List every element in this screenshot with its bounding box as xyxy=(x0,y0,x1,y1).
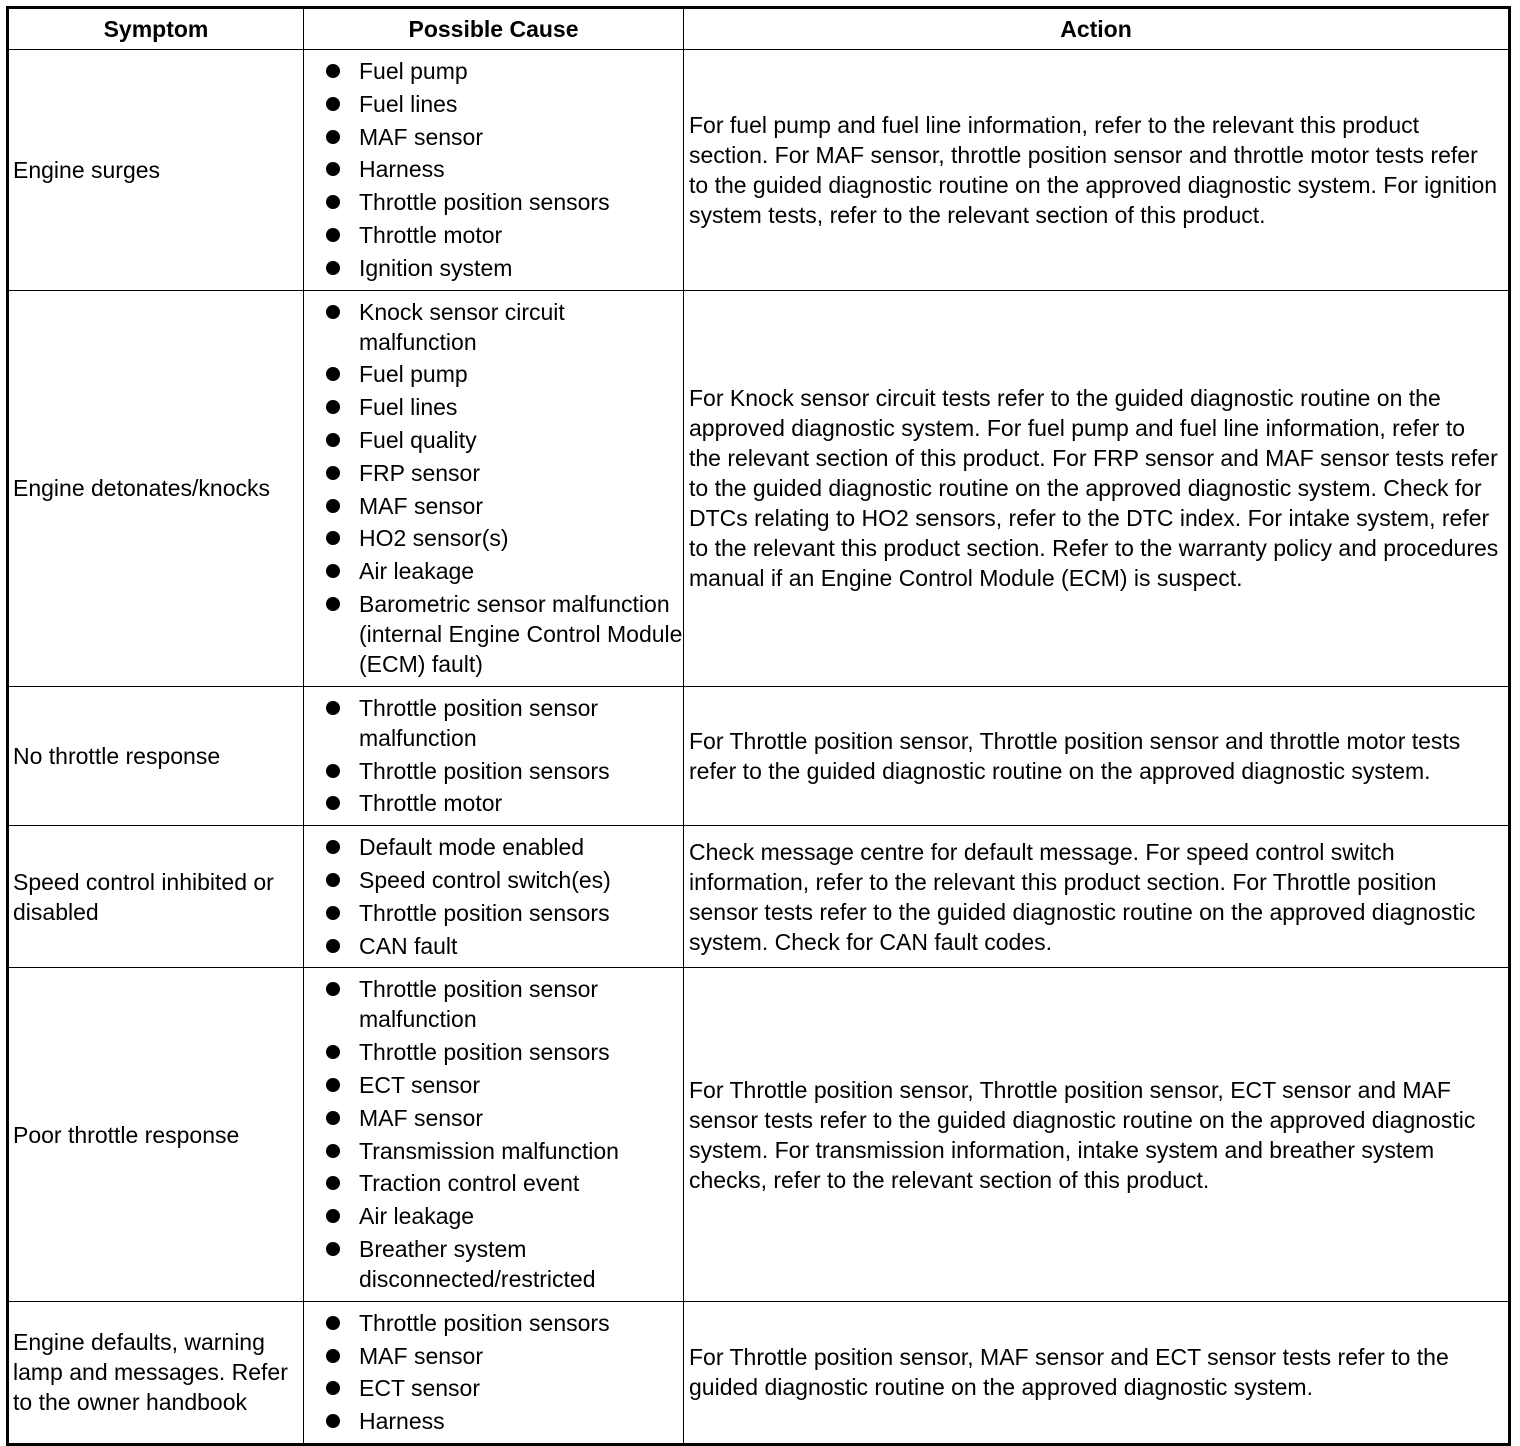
list-item xyxy=(304,1103,683,1133)
list-item xyxy=(304,1308,683,1338)
cause-list xyxy=(304,297,683,679)
bullet-icon xyxy=(326,367,340,381)
list-item xyxy=(304,1341,683,1371)
list-item xyxy=(304,523,683,553)
list-item xyxy=(304,425,683,455)
cause-text: Harness xyxy=(359,1408,445,1435)
possible-cause-cell xyxy=(304,50,684,291)
cause-text: ECT sensor xyxy=(359,1375,481,1402)
cause-text: MAF sensor xyxy=(359,1342,483,1369)
symptom-cell: Engine surges xyxy=(8,50,304,291)
cause-list xyxy=(304,693,683,819)
bullet-icon xyxy=(326,1111,340,1125)
cause-text: Harness xyxy=(359,156,445,183)
list-item xyxy=(304,1406,683,1436)
bullet-icon xyxy=(326,228,340,242)
action-cell: For fuel pump and fuel line information, refer to the relevant this product section. For MAF sensor, throttle position sensor and throttle motor tests refer to the guided diagnostic routine on the approved diagnostic system. For ignition system tests, refer to the relevant section of this product. xyxy=(684,50,1510,291)
table-header-row xyxy=(8,8,1510,50)
list-item xyxy=(304,89,683,119)
bullet-icon xyxy=(326,564,340,578)
list-item xyxy=(304,1234,683,1294)
bullet-icon xyxy=(326,130,340,144)
list-item xyxy=(304,56,683,86)
bullet-icon xyxy=(326,764,340,778)
table-row xyxy=(8,968,1510,1301)
cause-text: Air leakage xyxy=(359,1203,475,1230)
bullet-icon xyxy=(326,1349,340,1363)
bullet-icon xyxy=(326,499,340,513)
list-item xyxy=(304,693,683,753)
action-cell: For Throttle position sensor, Throttle position sensor and throttle motor tests refer to the guided diagnostic routine on the approved diagnostic system. xyxy=(684,686,1510,825)
list-item xyxy=(304,1373,683,1403)
symptom-cell: No throttle response xyxy=(8,686,304,825)
cause-text: Breather system disconnected/restricted xyxy=(359,1235,596,1292)
cause-text: Ignition system xyxy=(359,254,513,281)
symptom-cell: Poor throttle response xyxy=(8,968,304,1301)
bullet-icon xyxy=(326,195,340,209)
list-item xyxy=(304,556,683,586)
cause-text: Transmission malfunction xyxy=(359,1137,619,1164)
action-cell: For Throttle position sensor, MAF sensor and ECT sensor tests refer to the guided diagnostic routine on the approved diagnostic system. xyxy=(684,1301,1510,1444)
list-item xyxy=(304,1070,683,1100)
possible-cause-cell xyxy=(304,290,684,686)
list-item xyxy=(304,756,683,786)
cause-text: Fuel pump xyxy=(359,58,468,84)
possible-cause-cell xyxy=(304,686,684,825)
list-item xyxy=(304,589,683,679)
cause-text: CAN fault xyxy=(359,932,458,959)
bullet-icon xyxy=(326,1144,340,1158)
cause-text: Throttle position sensors xyxy=(359,1309,610,1336)
bullet-icon xyxy=(326,939,340,953)
list-item xyxy=(304,865,683,895)
cause-text: Barometric sensor malfunction (internal Engine Control Module (ECM) fault) xyxy=(359,590,683,677)
list-item xyxy=(304,122,683,152)
bullet-icon xyxy=(326,1381,340,1395)
bullet-icon xyxy=(326,1242,340,1256)
bullet-icon xyxy=(326,261,340,275)
list-item xyxy=(304,253,683,283)
bullet-icon xyxy=(326,701,340,715)
cause-text: HO2 sensor(s) xyxy=(359,525,509,552)
list-item xyxy=(304,154,683,184)
list-item xyxy=(304,297,683,357)
cause-text: Air leakage xyxy=(359,558,475,585)
symptom-header: Symptom xyxy=(8,8,304,50)
bullet-icon xyxy=(326,305,340,319)
bullet-icon xyxy=(326,982,340,996)
cause-text: MAF sensor xyxy=(359,123,483,150)
list-item xyxy=(304,931,683,961)
list-item xyxy=(304,1201,683,1231)
bullet-icon xyxy=(326,531,340,545)
bullet-icon xyxy=(326,1316,340,1330)
bullet-icon xyxy=(326,64,340,78)
cause-text: Knock sensor circuit malfunction xyxy=(359,298,565,355)
list-item xyxy=(304,458,683,488)
list-item xyxy=(304,491,683,521)
list-item xyxy=(304,898,683,928)
cause-text: Throttle motor xyxy=(359,790,503,817)
cause-text: Throttle motor xyxy=(359,221,503,248)
action-cell: For Throttle position sensor, Throttle position sensor, ECT sensor and MAF sensor tests refer to the guided diagnostic routine on the approved diagnostic system. For transmission information, intake system and breather system checks, refer to the relevant section of this product. xyxy=(684,968,1510,1301)
cause-text: MAF sensor xyxy=(359,1104,483,1131)
cause-list xyxy=(304,56,683,283)
list-item xyxy=(304,974,683,1034)
possible-cause-cell xyxy=(304,826,684,968)
cause-text: ECT sensor xyxy=(359,1071,481,1098)
bullet-icon xyxy=(326,597,340,611)
action-cell: Check message centre for default message. For speed control switch information, refer to the relevant this product section. For Throttle position sensor tests refer to the guided diagnostic routine on the approved diagnostic system. Check for CAN fault codes. xyxy=(684,826,1510,968)
cause-text: Fuel lines xyxy=(359,394,458,421)
bullet-icon xyxy=(326,97,340,111)
cause-text: Traction control event xyxy=(359,1170,580,1197)
bullet-icon xyxy=(326,906,340,920)
cause-text: Throttle position sensors xyxy=(359,189,610,216)
list-item xyxy=(304,1037,683,1067)
cause-text: Throttle position sensor malfunction xyxy=(359,694,599,751)
symptom-cell: Engine detonates/knocks xyxy=(8,290,304,686)
table-row xyxy=(8,290,1510,686)
cause-text: Throttle position sensors xyxy=(359,899,610,926)
action-cell: For Knock sensor circuit tests refer to the guided diagnostic routine on the approved diagnostic system. For fuel pump and fuel line information, refer to the relevant section of this product. For FRP sensor and MAF sensor tests refer to the guided diagnostic routine on the approved diagnostic system. Check for DTCs relating to HO2 sensors, refer to the DTC index. For intake system, refer to the relevant this product section. Refer to the warranty policy and procedures manual if an Engine Control Module (ECM) is suspect. xyxy=(684,290,1510,686)
diagnostic-table xyxy=(6,6,1511,1446)
table-row xyxy=(8,50,1510,291)
cause-text: Throttle position sensors xyxy=(359,757,610,784)
list-item xyxy=(304,187,683,217)
document-page xyxy=(6,6,1508,1446)
list-item xyxy=(304,359,683,389)
cause-text: Fuel quality xyxy=(359,426,477,453)
cause-text: Default mode enabled xyxy=(359,834,585,861)
cause-text: Speed control switch(es) xyxy=(359,866,611,893)
cause-text: FRP sensor xyxy=(359,459,481,486)
bullet-icon xyxy=(326,873,340,887)
bullet-icon xyxy=(326,1078,340,1092)
cause-text: Throttle position sensor malfunction xyxy=(359,976,599,1033)
cause-text: MAF sensor xyxy=(359,492,483,519)
table-body xyxy=(8,50,1510,1445)
cause-list xyxy=(304,832,683,960)
symptom-cell: Speed control inhibited or disabled xyxy=(8,826,304,968)
table-row xyxy=(8,826,1510,968)
list-item xyxy=(304,832,683,862)
table-row xyxy=(8,686,1510,825)
bullet-icon xyxy=(326,162,340,176)
bullet-icon xyxy=(326,1414,340,1428)
symptom-cell: Engine defaults, warning lamp and messages. Refer to the owner handbook xyxy=(8,1301,304,1444)
bullet-icon xyxy=(326,433,340,447)
bullet-icon xyxy=(326,1045,340,1059)
list-item xyxy=(304,1136,683,1166)
bullet-icon xyxy=(326,466,340,480)
list-item xyxy=(304,392,683,422)
bullet-icon xyxy=(326,840,340,854)
bullet-icon xyxy=(326,1176,340,1190)
bullet-icon xyxy=(326,400,340,414)
list-item xyxy=(304,788,683,818)
action-header: Action xyxy=(684,8,1510,50)
possible-cause-cell xyxy=(304,968,684,1301)
cause-text: Throttle position sensors xyxy=(359,1039,610,1066)
bullet-icon xyxy=(326,796,340,810)
cause-text: Fuel lines xyxy=(359,90,458,117)
cause-list xyxy=(304,974,683,1294)
cause-list xyxy=(304,1308,683,1436)
possible-cause-header: Possible Cause xyxy=(304,8,684,50)
cause-text: Fuel pump xyxy=(359,361,468,388)
bullet-icon xyxy=(326,1209,340,1223)
list-item xyxy=(304,220,683,250)
possible-cause-cell xyxy=(304,1301,684,1444)
list-item xyxy=(304,1168,683,1198)
table-row xyxy=(8,1301,1510,1444)
